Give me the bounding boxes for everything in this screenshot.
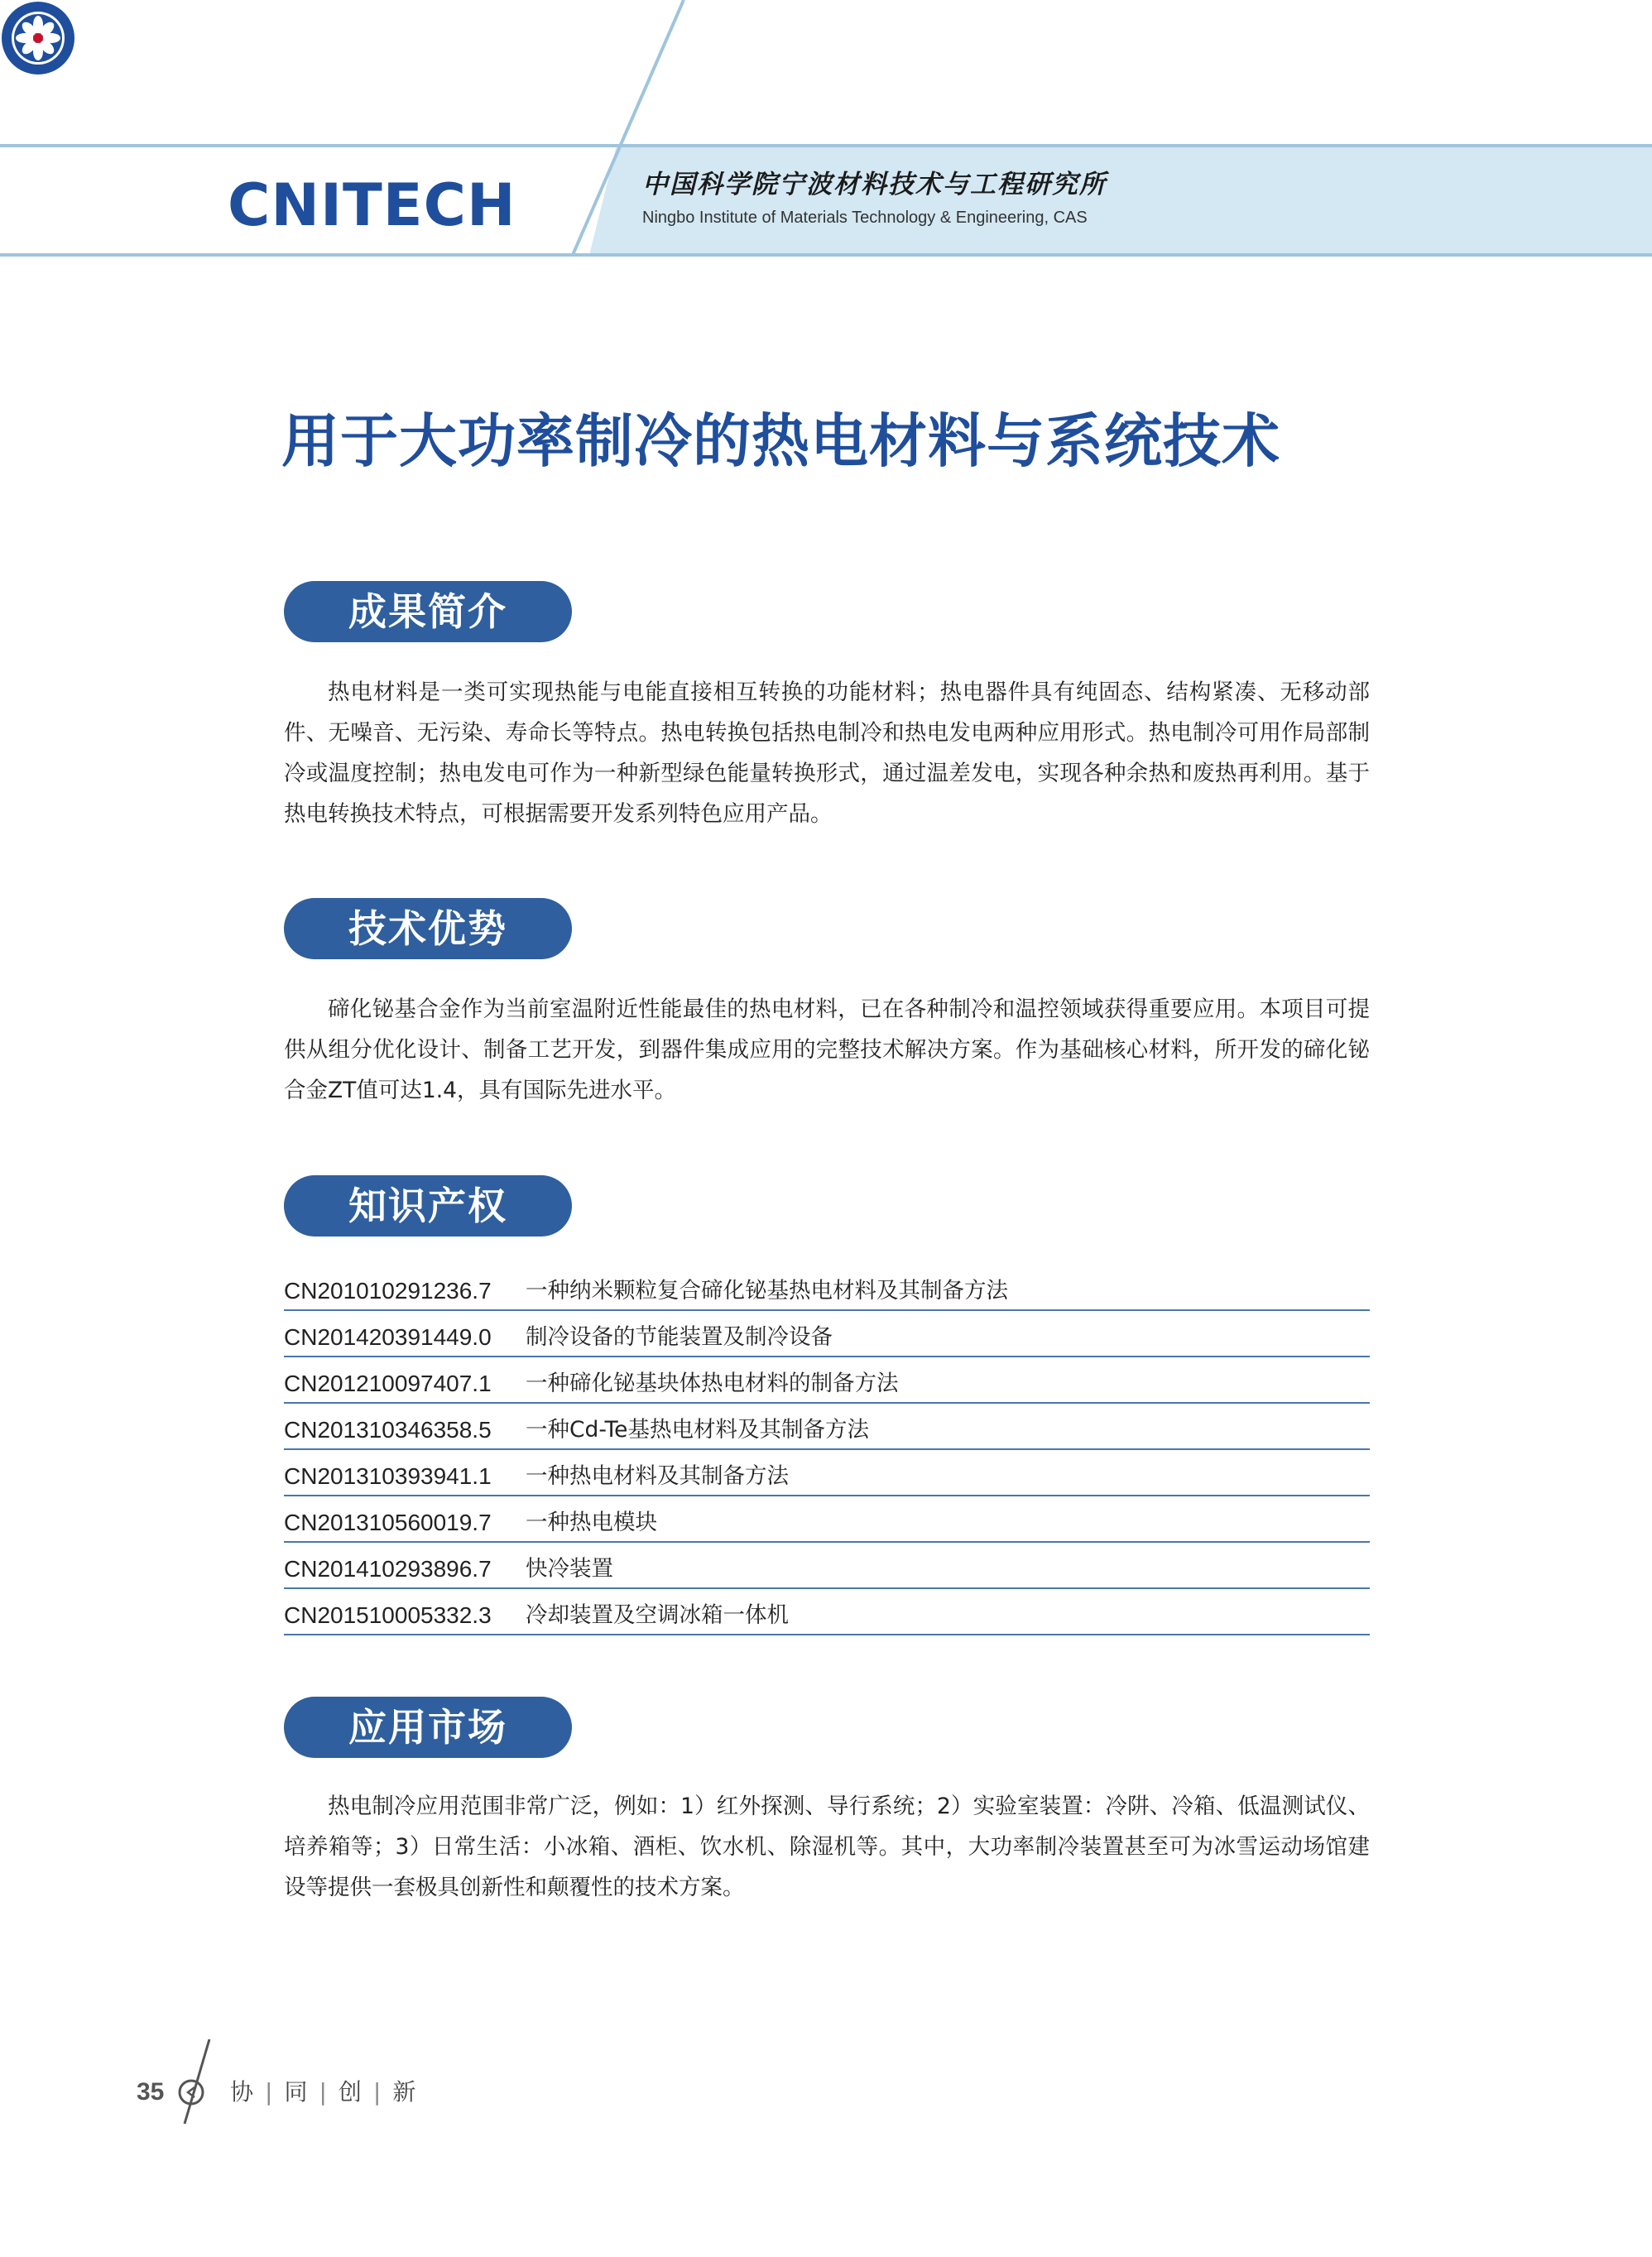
slogan-char: 协 [230, 2078, 254, 2106]
patent-title: 一种碲化铋基块体热电材料的制备方法 [526, 1371, 899, 1396]
table-row [284, 1544, 1370, 1589]
intro-paragraph: 热电材料是一类可实现热能与电能直接相互转换的功能材料；热电器件具有纯固态、结构紧凑、无移动部件、无噪音、无污染、寿命长等特点。热电转换包括热电制冷和热电发电两种应用形式。热电制冷可用作局部制冷或温度控制；热电发电可作为一种新型绿色能量转换形式，通过温差发电，实现各种余热和废热再利用。基于热电转换技术特点，可根据需要开发系列特色应用产品。 [284, 680, 1370, 827]
cas-emblem-icon [0, 0, 76, 76]
institute-name-en: Ningbo Institute of Materials Technology & Engineering, CAS [642, 209, 1088, 227]
patent-number: CN201410293896.7 [284, 1556, 492, 1582]
patent-title: 冷却装置及空调冰箱一体机 [526, 1602, 789, 1628]
slogan-char: 新 [392, 2078, 416, 2106]
patent-number: CN201420391449.0 [284, 1324, 492, 1350]
patent-title: 一种热电材料及其制备方法 [526, 1463, 789, 1489]
advantages-paragraph: 碲化铋基合金作为当前室温附近性能最佳的热电材料，已在各种制冷和温控领域获得重要应用。本项目可提供从组分优化设计、制备工艺开发，到器件集成应用的完整技术解决方案。作为基础核心材料，所开发的碲化铋合金ZT值可达1.4，具有国际先进水平。 [284, 996, 1370, 1103]
page-number: 35 [137, 2078, 165, 2106]
section-heading-ip: 知识产权 [284, 1175, 572, 1237]
slogan-divider: | [265, 2078, 273, 2106]
slogan-char: 创 [338, 2078, 362, 2106]
patent-number: CN201210097407.1 [284, 1371, 492, 1396]
patent-title: 一种Cd-Te基热电材料及其制备方法 [526, 1417, 869, 1443]
page-header [0, 0, 1652, 273]
slogan-divider: | [372, 2078, 382, 2106]
page-title: 用于大功率制冷的热电材料与系统技术 [281, 407, 1280, 475]
brand-logo-text: CNITECH [228, 171, 516, 239]
patent-number: CN201510005332.3 [284, 1602, 492, 1628]
footer-slogan [230, 2076, 415, 2109]
slogan-char: 同 [284, 2078, 308, 2106]
institute-name-cn: 中国科学院宁波材料技术与工程研究所 [642, 170, 1107, 199]
table-row [284, 1591, 1370, 1635]
patent-number: CN201310393941.1 [284, 1463, 492, 1489]
table-row [284, 1405, 1370, 1450]
section-heading-intro: 成果简介 [284, 581, 572, 642]
patent-number: CN201310346358.5 [284, 1417, 492, 1443]
page-ornament-icon [170, 2036, 228, 2127]
patent-number: CN201310560019.7 [284, 1510, 492, 1535]
patent-table [284, 1266, 1370, 1637]
market-paragraph: 热电制冷应用范围非常广泛，例如：1）红外探测、导行系统；2）实验室装置：冷阱、冷箱、低温测试仪、培养箱等；3）日常生活：小冰箱、酒柜、饮水机、除湿机等。其中，大功率制冷装置甚至可为冰雪运动场馆建设等提供一套极具创新性和颠覆性的技术方案。 [284, 1794, 1370, 1900]
patent-title: 快冷装置 [526, 1556, 613, 1582]
table-row [284, 1359, 1370, 1404]
patent-title: 制冷设备的节能装置及制冷设备 [526, 1324, 833, 1350]
patent-number: CN201010291236.7 [284, 1278, 492, 1304]
patent-title: 一种纳米颗粒复合碲化铋基热电材料及其制备方法 [526, 1278, 1008, 1304]
section-heading-advantages: 技术优势 [284, 898, 572, 959]
table-row [284, 1266, 1370, 1311]
patent-title: 一种热电模块 [526, 1510, 657, 1535]
table-row [284, 1452, 1370, 1496]
slogan-divider: | [319, 2078, 327, 2106]
table-row [284, 1498, 1370, 1543]
section-heading-market: 应用市场 [284, 1697, 572, 1758]
table-row [284, 1313, 1370, 1357]
